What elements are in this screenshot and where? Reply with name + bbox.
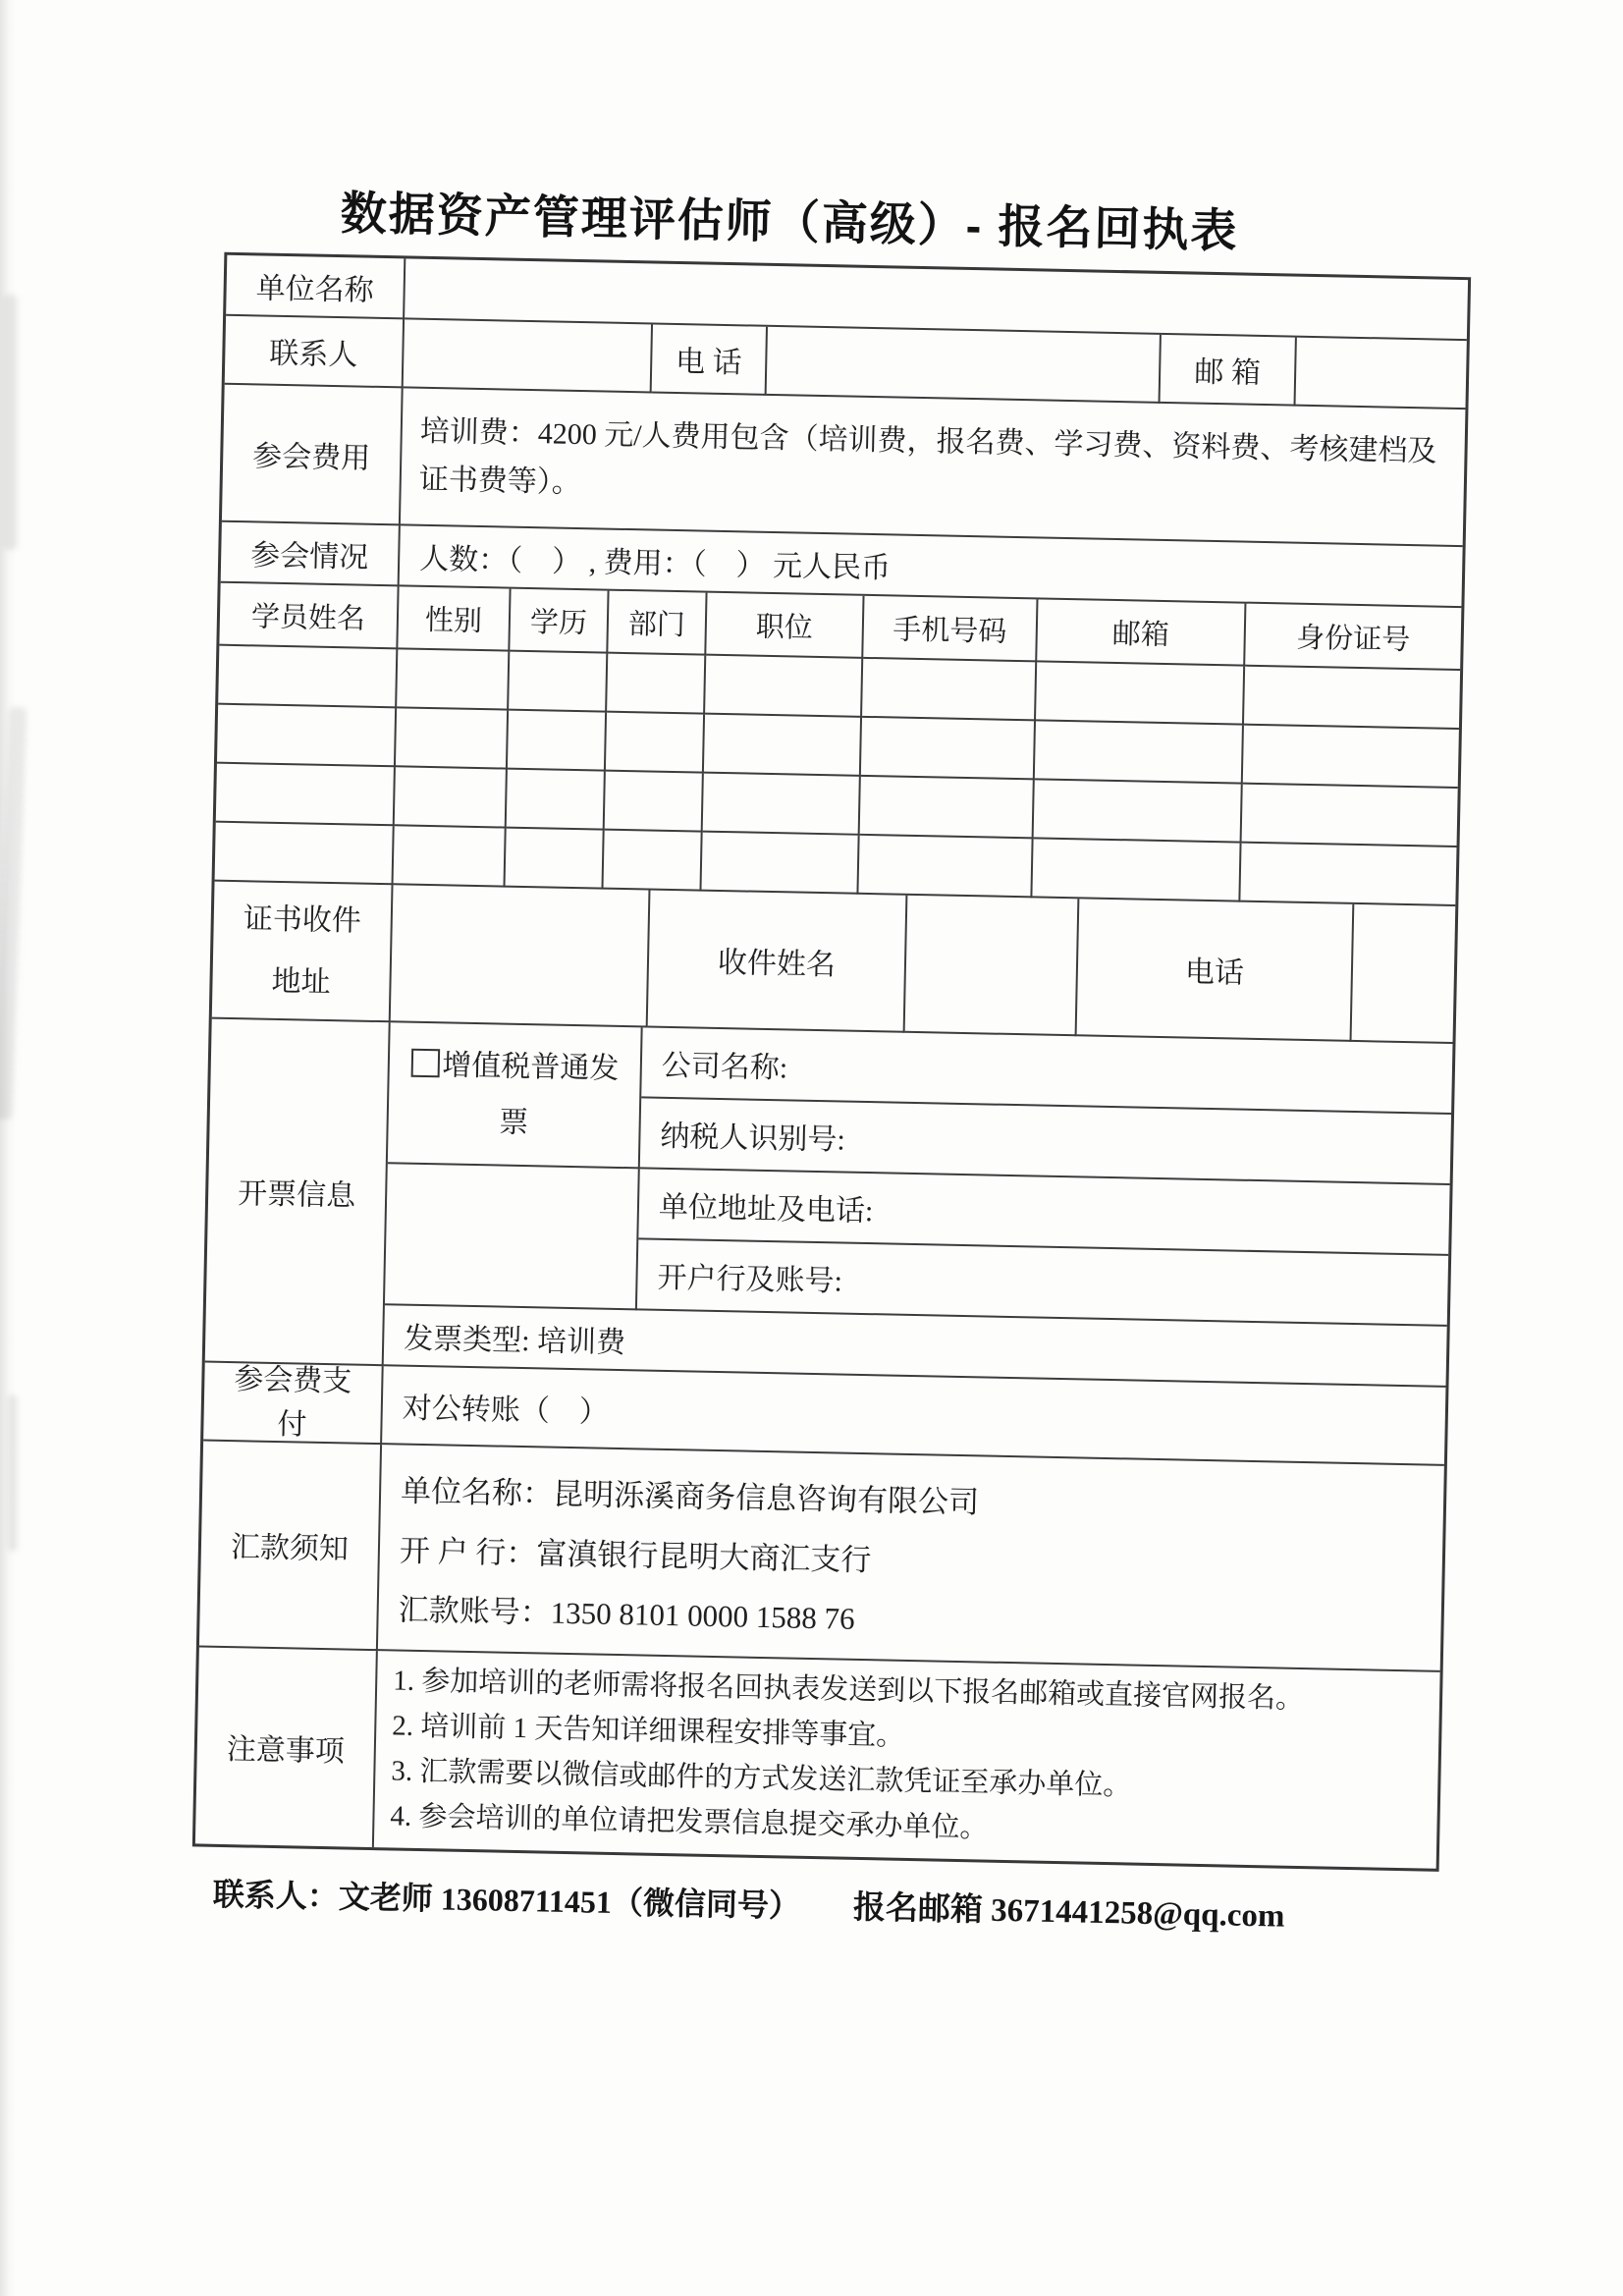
col-header-id-number: 身份证号 [1245, 604, 1461, 671]
scan-artifact [4, 295, 18, 550]
footer-contact-line [190, 1868, 1438, 1939]
note-item-4: 4. 参会培训的单位请把发票信息提交承办单位。 [390, 1800, 989, 1844]
invoice-company-name-field: 公司名称: [641, 1027, 1452, 1115]
attendance-text: 人数：（ ） , 费用：（ ） 元人民币 [400, 525, 1463, 608]
vat-invoice-option-label: 增值税普通发票 [442, 1049, 620, 1140]
recipient-name-label: 收件姓名 [648, 891, 908, 1033]
certificate-address-value-cell [391, 885, 651, 1027]
fee-text: 培训费：4200 元/人费用包含（培训费，报名费、学习费、资料费、考核建档及证书费等）。 [418, 415, 1437, 500]
col-header-position: 职位 [706, 593, 864, 659]
registration-table [192, 252, 1471, 1872]
invoice-address-phone-field: 单位地址及电话: [638, 1169, 1449, 1256]
notes-label: 注意事项 [195, 1647, 378, 1847]
payment-label: 参会费支付 [203, 1363, 384, 1446]
scan-artifact [8, 1394, 18, 1552]
fee-label: 参会费用 [222, 385, 404, 526]
row-notes [195, 1647, 1440, 1868]
invoice-taxpayer-id-field: 纳税人识别号: [640, 1098, 1451, 1185]
col-header-department: 部门 [608, 591, 707, 656]
note-item-1: 1. 参加培训的老师需将报名回执表发送到以下报名邮箱或直接官网报名。 [392, 1665, 1305, 1716]
remittance-bank: 开 户 行：富滇银行昆明大商汇支行 [399, 1533, 872, 1577]
unit-name-label: 单位名称 [226, 255, 406, 320]
footer-contact-person: 联系人：文老师 13608711451（微信同号） [212, 1876, 801, 1924]
row-invoice-info [205, 1019, 1453, 1388]
invoice-info-label: 开票信息 [205, 1019, 391, 1367]
remittance-unit-name: 单位名称：昆明泺溪商务信息咨询有限公司 [400, 1473, 980, 1520]
invoice-bank-account-field: 开户行及账号: [637, 1239, 1448, 1327]
form-sheet [190, 175, 1472, 1940]
col-header-email: 邮箱 [1037, 599, 1246, 666]
remittance-details [378, 1445, 1444, 1672]
invoice-type-row: 发票类型: 培训费 [384, 1305, 1447, 1388]
payment-method-text: 对公转账（ ） [382, 1366, 1445, 1466]
recipient-phone-label: 电话 [1077, 899, 1355, 1042]
attendance-label: 参会情况 [221, 522, 401, 587]
row-fee [222, 385, 1466, 547]
phone-label: 电 话 [652, 324, 768, 395]
vat-invoice-checkbox [410, 1049, 440, 1078]
col-header-education: 学历 [510, 589, 609, 654]
certificate-address-label: 证书收件地址 [212, 882, 394, 1023]
page-title: 数据资产管理评估师（高级）- 报名回执表 [340, 187, 1239, 257]
col-header-gender: 性别 [398, 586, 511, 651]
recipient-name-value-cell [905, 896, 1080, 1036]
row-certificate-address [212, 882, 1456, 1044]
contact-value-cell [404, 319, 653, 393]
invoice-option-empty-cell [385, 1164, 640, 1310]
col-header-mobile: 手机号码 [863, 596, 1038, 663]
vat-invoice-option-cell [388, 1022, 643, 1169]
contact-label: 联系人 [225, 316, 405, 389]
footer-registration-email: 报名邮箱 3671441258@qq.com [852, 1889, 1285, 1935]
note-item-3: 3. 汇款需要以微信或邮件的方式发送汇款凭证至承办单位。 [391, 1755, 1132, 1802]
row-remittance [199, 1442, 1444, 1672]
col-header-student-name: 学员姓名 [219, 583, 399, 650]
phone-value-cell [767, 327, 1162, 404]
email-label: 邮 箱 [1161, 335, 1297, 407]
remittance-label: 汇款须知 [199, 1442, 382, 1652]
email-value-cell [1295, 338, 1466, 410]
notes-list [374, 1651, 1440, 1869]
remittance-account: 汇款账号：1350 8101 0000 1588 76 [398, 1592, 855, 1636]
recipient-phone-value-cell [1352, 904, 1456, 1044]
note-item-2: 2. 培训前 1 天告知详细课程安排等事宜。 [392, 1710, 905, 1753]
